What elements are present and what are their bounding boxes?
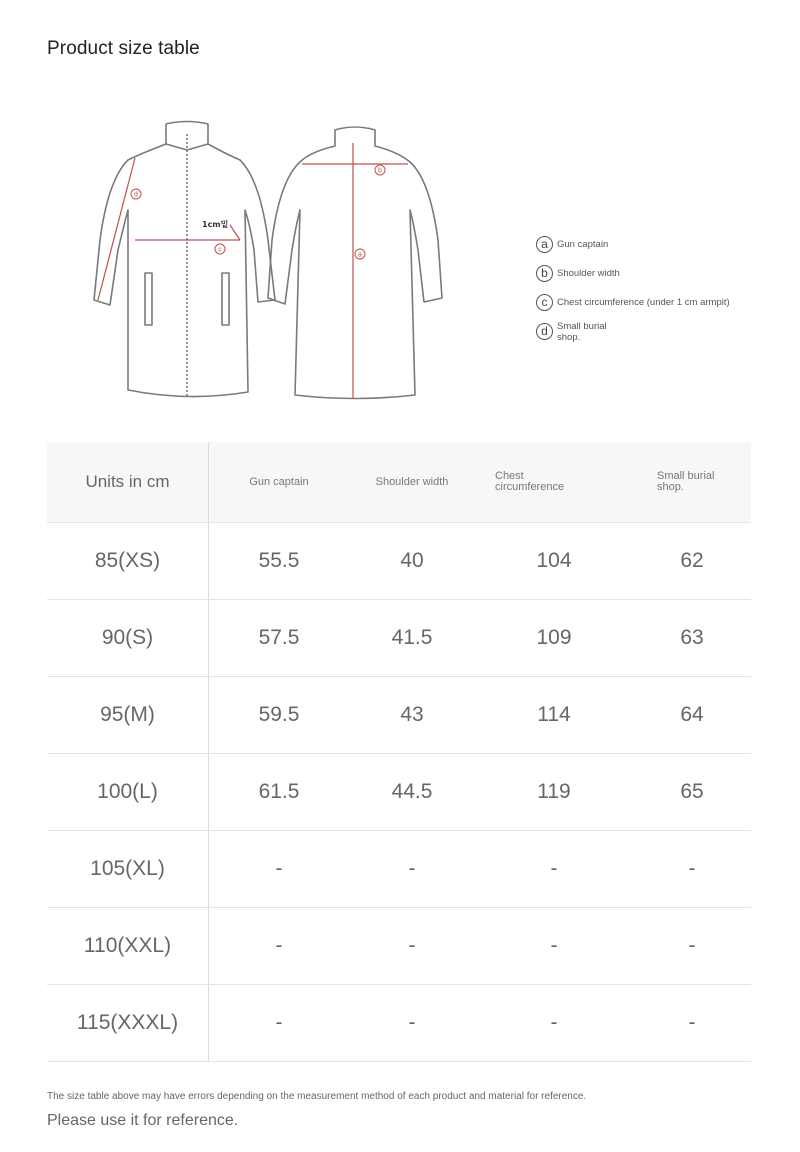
armpit-tick xyxy=(230,225,240,240)
size-cell: 85(XS) xyxy=(47,523,209,599)
value-cell: 114 xyxy=(537,703,571,726)
legend-item-d xyxy=(536,317,766,346)
column-header-text: Chest circumference xyxy=(495,470,565,493)
value-cell: 59.5 xyxy=(258,703,300,726)
value-cell: - xyxy=(688,1011,696,1034)
value-cell: 63 xyxy=(680,626,704,649)
column-header: Shoulder width xyxy=(375,476,449,488)
value-cell: - xyxy=(275,857,283,880)
marker-d-label: d xyxy=(134,191,138,199)
table-row xyxy=(47,985,751,1062)
table-header-row xyxy=(47,442,751,523)
left-pocket xyxy=(145,273,152,325)
marker-b-label: b xyxy=(378,167,382,175)
front-coat-outline xyxy=(94,122,275,397)
table-row xyxy=(47,523,751,600)
value-cell: - xyxy=(688,857,696,880)
size-table xyxy=(47,442,751,1062)
value-cell: 104 xyxy=(536,549,572,572)
reference-note: Please use it for reference. xyxy=(47,1112,239,1129)
measure-d-line xyxy=(98,158,135,300)
disclaimer-note: The size table above may have errors depending on the measurement method of each product and material for reference. xyxy=(47,1091,587,1102)
value-cell: 55.5 xyxy=(258,549,300,572)
column-header-text: Small burial shop. xyxy=(657,470,715,493)
marker-c-label: c xyxy=(218,246,222,254)
value-cell: 40 xyxy=(400,549,424,572)
table-row xyxy=(47,600,751,677)
legend-item-c xyxy=(536,288,766,317)
column-header xyxy=(633,442,751,522)
value-cell: - xyxy=(275,934,283,957)
legend-text: Shoulder width xyxy=(557,268,620,279)
table-row xyxy=(47,908,751,985)
value-cell: 62 xyxy=(680,549,704,572)
value-cell: 57.5 xyxy=(258,626,300,649)
value-cell: - xyxy=(275,1011,283,1034)
legend-text: Small burial shop. xyxy=(557,320,607,343)
legend-item-b xyxy=(536,259,766,288)
size-cell: 90(S) xyxy=(47,600,209,676)
coat-diagram xyxy=(80,110,460,410)
column-header: Gun captain xyxy=(249,476,309,488)
value-cell: - xyxy=(408,934,416,957)
marker-b-icon: b xyxy=(536,265,553,282)
marker-a-label: a xyxy=(358,251,362,259)
marker-c-icon: c xyxy=(536,294,553,311)
armpit-label: 1cm밑 xyxy=(202,220,229,229)
value-cell: - xyxy=(550,934,558,957)
value-cell: - xyxy=(408,857,416,880)
value-cell: - xyxy=(550,1011,558,1034)
legend-text: Chest circumference (under 1 cm armpit) xyxy=(557,297,730,308)
table-row xyxy=(47,677,751,754)
value-cell: 44.5 xyxy=(391,780,433,803)
value-cell: 109 xyxy=(536,626,572,649)
marker-d-icon: d xyxy=(536,323,553,340)
value-cell: 41.5 xyxy=(391,626,433,649)
value-cell: 61.5 xyxy=(258,780,300,803)
value-cell: - xyxy=(550,857,558,880)
right-pocket xyxy=(222,273,229,325)
size-cell: 95(M) xyxy=(47,677,209,753)
value-cell: 119 xyxy=(537,780,571,803)
size-cell: 115(XXXL) xyxy=(47,985,209,1061)
value-cell: - xyxy=(688,934,696,957)
value-cell: - xyxy=(408,1011,416,1034)
page-title: Product size table xyxy=(47,38,200,59)
legend-item-a xyxy=(536,230,766,259)
value-cell: 43 xyxy=(400,703,424,726)
size-cell: 105(XL) xyxy=(47,831,209,907)
size-cell: 100(L) xyxy=(47,754,209,830)
back-coat-outline xyxy=(268,127,442,399)
table-row xyxy=(47,831,751,908)
value-cell: 65 xyxy=(680,780,704,803)
legend-text: Gun captain xyxy=(557,239,609,250)
measurement-legend xyxy=(536,230,766,346)
size-cell: 110(XXL) xyxy=(47,908,209,984)
table-row xyxy=(47,754,751,831)
table-corner-cell: Units in cm xyxy=(47,442,209,522)
marker-a-icon: a xyxy=(536,236,553,253)
value-cell: 64 xyxy=(680,703,704,726)
column-header xyxy=(475,442,633,522)
